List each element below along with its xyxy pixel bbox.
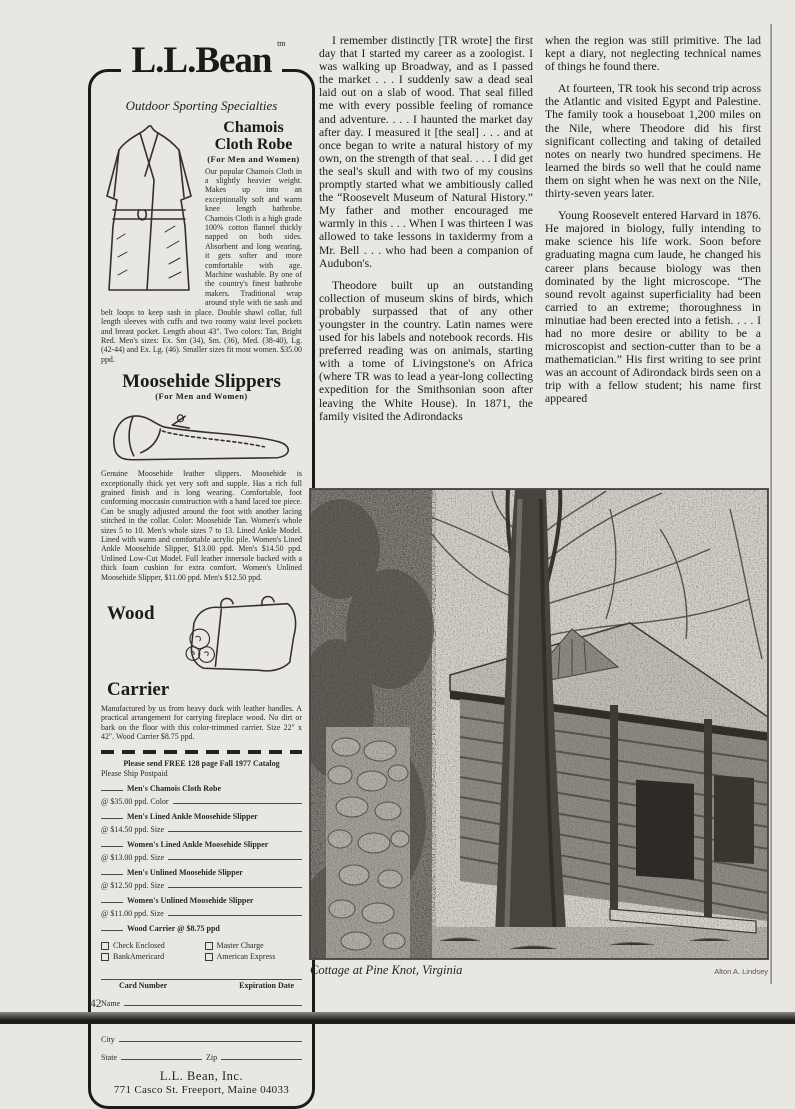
quantity-blank	[101, 866, 123, 875]
order-intro-line1: Please send FREE 128 page Fall 1977 Catalog	[123, 758, 280, 768]
photo-block	[310, 489, 768, 978]
robe-illustration	[101, 122, 201, 298]
article-column-2	[545, 34, 761, 406]
checkbox-american-express	[205, 953, 213, 961]
state-label: State	[101, 1052, 117, 1062]
slippers-description: Genuine Moosehide leather slippers. Moosehide is exceptionally thick yet very soft and supple. Has a rich full grained finish and is long wearing. Comfortable, foot conforming moccasin construction with a hand laced toe piece. Can be snugly adjusted around the foot with another lacing stitched in the collar. Color: Moosehide Tan. Women's whole sizes 5 to 10. Men's whole sizes 7 to 13. Lined Ankle Model. Lined with warm and comfortable acrylic pile. Women's Lined Ankle Moosehide Slipper, $13.00 ppd. Men's $14.50 ppd. Unlined Low-Cut Model. Full leather innersole backed with a thick foam cushion for extra comfort. Women's Unlined Moosehide Slipper, $11.00 ppd. Men's $12.50 ppd.	[101, 469, 302, 582]
order-item-label: Wood Carrier @ $8.75 ppd	[127, 923, 220, 933]
article-paragraph: Theodore built up an outstanding collection of museum skins of birds, which probably surpassed that of any other youngster in the country. Latin names were used for his labels and notebook records. His preferred reading was on animals, starting with a tome of Livingstone's on Africa (where TR was to lead a year-long collecting expedition for the Smithsonian soon after leaving the White House). In 1871, the family visited the Adirondacks	[319, 278, 533, 423]
order-item-womens-lined-slipper	[101, 838, 302, 863]
page-number: 42	[90, 998, 102, 1010]
page-edge-line	[770, 24, 772, 984]
ad-border-box	[88, 69, 315, 1109]
carrier-section	[101, 590, 302, 742]
ad-footer	[101, 1063, 302, 1096]
zip-label: Zip	[205, 1052, 218, 1062]
payment-option-label: Master Charge	[216, 940, 264, 950]
carrier-description: Manufactured by us from heavy duck with leather handles. A practical arrangement for carrying fireplace wood. No dirt or bark on the floor with this color-trimmed carrier. Size 22″ x 42″. Wood Carrier $8.75 ppd.	[101, 703, 302, 742]
city-line	[119, 1033, 302, 1042]
order-item-price: @ $12.50 ppd. Size	[101, 880, 165, 890]
ad-tagline: Outdoor Sporting Specialties	[125, 98, 278, 113]
article-quote-paragraph: I remember distinctly [TR wrote] the first day that I started my career as a zoologist. I was walking up Broadway, and as I passed the market . . . I suddenly saw a dead seal laid out on a slab of wood. That seal filled me with every possible feeling of romance and adventure. . . . I haunted the market day after day. I measured it [the seal] . . . and at once began to write a natural history of my own, on the strength of that seal. . . . I did get the seal's skull and with two of my cousins promptly started what we ambitiously called the “Roosevelt Museum of Natural History.” My father and mother encouraged me warmly in this . . . When I was thirteen I was allowed to take lessons in taxidermy from a Mr. Bell . . . who had been a companion of Audubon's.	[319, 34, 533, 270]
order-item-label: Men's Unlined Moosehide Slipper	[127, 867, 243, 877]
robe-title: Chamois Cloth Robe	[214, 119, 293, 153]
order-item-wood-carrier	[101, 922, 302, 934]
company-address: 771 Casco St. Freeport, Maine 04033	[113, 1083, 290, 1096]
order-item-label: Women's Unlined Moosehide Slipper	[127, 895, 254, 905]
coupon-dashed-divider	[101, 750, 302, 754]
checkbox-check-enclosed	[101, 942, 109, 950]
slipper-illustration	[103, 404, 301, 466]
order-intro-line2: Please Ship Postpaid	[101, 768, 168, 778]
quantity-blank	[101, 782, 123, 791]
order-item-price: @ $35.00 ppd. Color	[101, 796, 169, 806]
checkbox-master-charge	[205, 942, 213, 950]
wood-carrier-illustration	[164, 590, 302, 678]
write-in-line	[168, 851, 302, 860]
article-paragraph: when the region was still primitive. The lad kept a diary, not neglecting technical names of things he found there.	[545, 34, 761, 74]
name-line	[124, 997, 302, 1006]
photo-credit: Alton A. Lindsey	[714, 967, 768, 976]
quantity-blank	[101, 894, 123, 903]
write-in-line	[168, 823, 302, 832]
article-paragraph: Young Roosevelt entered Harvard in 1876. He majored in biology, fully intending to make science his life work. Soon before graduating magna cum laude, he changed his career plans because biology was then dominated by the light microscope. “The sound revolt against superficiality had been carried to an extreme; thoroughness in minutiae had been erected into a fetish. . . . I had no more desire or ability to be a microscopist and section-cutter than to be a mathematician.” His first writing to see print was an account of Adirondack birds seen on a trip with a fellow student; his name first appeared	[545, 209, 761, 406]
order-item-mens-unlined-slipper	[101, 866, 302, 891]
order-item-price: @ $11.00 ppd. Size	[101, 908, 164, 918]
slippers-section	[101, 372, 302, 582]
expiration-date-label: Expiration Date	[239, 980, 294, 990]
order-item-label: Men's Lined Ankle Moosehide Slipper	[127, 811, 258, 821]
order-item-womens-unlined-slipper	[101, 894, 302, 919]
card-number-label: Card Number	[119, 980, 168, 990]
payment-option-label: BankAmericard	[113, 951, 165, 961]
payment-options	[101, 941, 302, 962]
slippers-subtitle: (For Men and Women)	[155, 391, 248, 402]
company-name: L.L. Bean, Inc.	[159, 1068, 244, 1083]
quantity-blank	[101, 838, 123, 847]
robe-subtitle: (For Men and Women)	[207, 153, 300, 164]
carrier-title: Wood Carrier	[107, 603, 170, 700]
article-paragraph: At fourteen, TR took his second trip across the Atlantic and visited Egypt and Palestine. The family took a houseboat 1,200 miles on the Nile, where Theodore did his first significant collecting and taking of detailed notes on nearly two hundred specimens. He learned the birds so well that he could name them on sight when he was next on the Nile, thirty-seven years later.	[545, 82, 761, 201]
order-item-label: Women's Lined Ankle Moosehide Slipper	[127, 839, 269, 849]
write-in-line	[168, 907, 302, 916]
state-line	[121, 1051, 202, 1060]
scan-bottom-edge	[0, 1012, 795, 1024]
llbean-logo-wrap	[88, 39, 315, 81]
order-item-robe	[101, 782, 302, 807]
cottage-photo	[310, 489, 768, 959]
quantity-blank	[101, 810, 123, 819]
llbean-ad	[88, 39, 315, 1109]
robe-section	[101, 120, 302, 364]
name-label: Name	[101, 998, 121, 1008]
brand-name: L.L.Bean	[131, 40, 272, 81]
city-label: City	[101, 1034, 115, 1044]
zip-line	[221, 1051, 302, 1060]
robe-description: Our popular Chamois Cloth in a slightly heavier weight. Makes up into an exceptionally soft and warm knee length bathrobe. Chamois Cloth is a high grade 100% cotton flannel thickly napped on both sides. Absorbent and long wearing, it gets softer and more comfortable with age. Machine washable. By one of the country's finest bathrobe makers. Traditional wrap around style with tie sash and belt loops to keep sash in place. Double shawl collar, full length sleeves with cuffs and two roomy waist level pockets and breast pocket. Length about 43″. Two colors: Tan, Bright Red. Men's sizes: Ex. Sm (34), Sm. (36), Med. (38-40), Lg. (42-44) and Ex. Lg. (46). Smaller sizes fit most women. $35.00 ppd.	[101, 166, 302, 364]
photo-caption: Cottage at Pine Knot, Virginia	[310, 963, 463, 977]
order-item-price: @ $13.00 ppd. Size	[101, 852, 165, 862]
order-item-mens-lined-slipper	[101, 810, 302, 835]
write-in-line	[173, 795, 302, 804]
order-item-price: @ $14.50 ppd. Size	[101, 824, 165, 834]
llbean-logo	[121, 39, 286, 81]
quantity-blank	[101, 922, 123, 931]
payment-option-label: American Express	[216, 951, 276, 961]
write-in-line	[168, 879, 302, 888]
checkbox-bankamericard	[101, 953, 109, 961]
order-item-label: Men's Chamois Cloth Robe	[127, 783, 222, 793]
article-column-1	[319, 34, 533, 423]
card-number-line	[101, 971, 302, 980]
trademark-mark: tm	[277, 39, 286, 48]
payment-option-label: Check Enclosed	[113, 940, 165, 950]
slippers-title: Moosehide Slippers	[122, 371, 281, 393]
